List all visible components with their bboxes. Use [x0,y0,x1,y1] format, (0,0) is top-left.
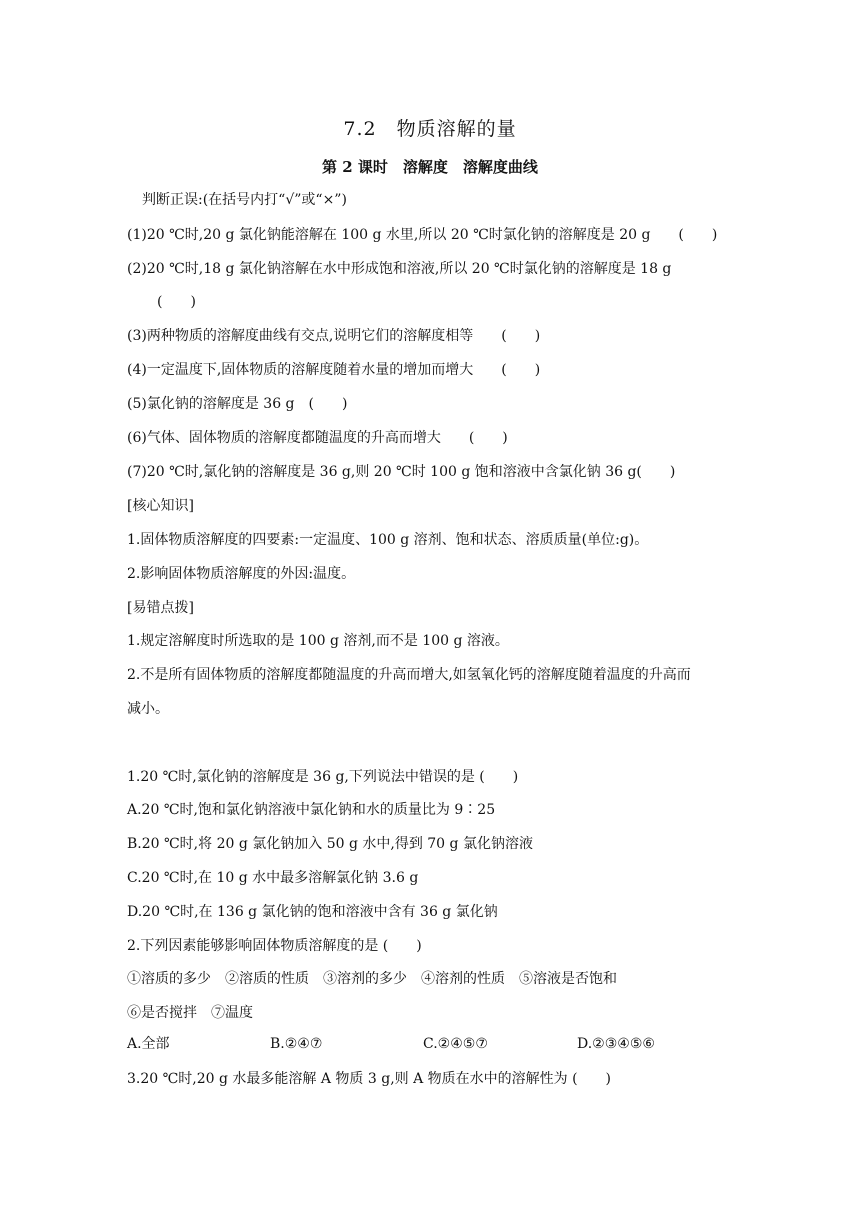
pitfalls-point-1: 1.规定溶解度时所选取的是 100 g 溶剂,而不是 100 g 溶液。 [127,633,509,649]
judgment-instruction: 判断正误:(在括号内打“√”或“×”) [142,192,347,208]
judgment-item-1: (1)20 ℃时,20 g 氯化钠能溶解在 100 g 水里,所以 20 ℃时氯化钠的溶解度是 20 g ( ) [127,227,718,243]
question-1-option-a: A.20 ℃时,饱和氯化钠溶液中氯化钠和水的质量比为 9∶25 [127,802,496,818]
question-2-option-b: B.②④⑦ [270,1036,323,1052]
question-2-option-d: D.②③④⑤⑥ [577,1036,655,1052]
question-1-option-b: B.20 ℃时,将 20 g 氯化钠加入 50 g 水中,得到 70 g 氯化钠溶液 [127,836,533,852]
question-2-stem: 2.下列因素能够影响固体物质溶解度的是 ( ) [127,938,422,954]
judgment-item-2: (2)20 ℃时,18 g 氯化钠溶解在水中形成饱和溶液,所以 20 ℃时氯化钠的溶解度是 18 g [127,261,672,277]
core-knowledge-heading: [核心知识] [127,498,194,514]
judgment-item-6: (6)气体、固体物质的溶解度都随温度的升高而增大 ( ) [127,430,508,446]
question-2-option-a: A.全部 [127,1036,170,1052]
question-2-option-c: C.②④⑤⑦ [423,1036,488,1052]
question-2-factors-line-2: ⑥是否搅拌 ⑦温度 [127,1005,253,1021]
judgment-item-2-bracket: ( ) [157,294,196,310]
core-knowledge-point-1: 1.固体物质溶解度的四要素:一定温度、100 g 溶剂、饱和状态、溶质质量(单位:g)。 [127,532,649,548]
question-1-option-c: C.20 ℃时,在 10 g 水中最多溶解氯化钠 3.6 g [127,870,419,886]
pitfalls-point-2-cont: 减小。 [127,701,169,717]
question-1-option-d: D.20 ℃时,在 136 g 氯化钠的饱和溶液中含有 36 g 氯化钠 [127,904,498,920]
pitfalls-heading: [易错点拨] [127,600,194,616]
question-3-stem: 3.20 ℃时,20 g 水最多能溶解 A 物质 3 g,则 A 物质在水中的溶解性为 ( ) [127,1071,612,1087]
page-subtitle: 第 2 课时 溶解度 溶解度曲线 [322,158,538,176]
page-title: 7.2 物质溶解的量 [343,118,517,140]
question-2-factors-line-1: ①溶质的多少 ②溶质的性质 ③溶剂的多少 ④溶剂的性质 ⑤溶液是否饱和 [127,971,617,987]
judgment-item-4: (4)一定温度下,固体物质的溶解度随着水量的增加而增大 ( ) [127,362,541,378]
question-1-stem: 1.20 ℃时,氯化钠的溶解度是 36 g,下列说法中错误的是 ( ) [127,769,519,785]
judgment-item-3: (3)两种物质的溶解度曲线有交点,说明它们的溶解度相等 ( ) [127,328,541,344]
judgment-item-7: (7)20 ℃时,氯化钠的溶解度是 36 g,则 20 ℃时 100 g 饱和溶液中含氯化钠 36 g( ) [127,464,676,480]
core-knowledge-point-2: 2.影响固体物质溶解度的外因:温度。 [127,566,356,582]
pitfalls-point-2: 2.不是所有固体物质的溶解度都随温度的升高而增大,如氢氧化钙的溶解度随着温度的升高而 [127,667,691,683]
judgment-item-5: (5)氯化钠的溶解度是 36 g ( ) [127,396,348,412]
